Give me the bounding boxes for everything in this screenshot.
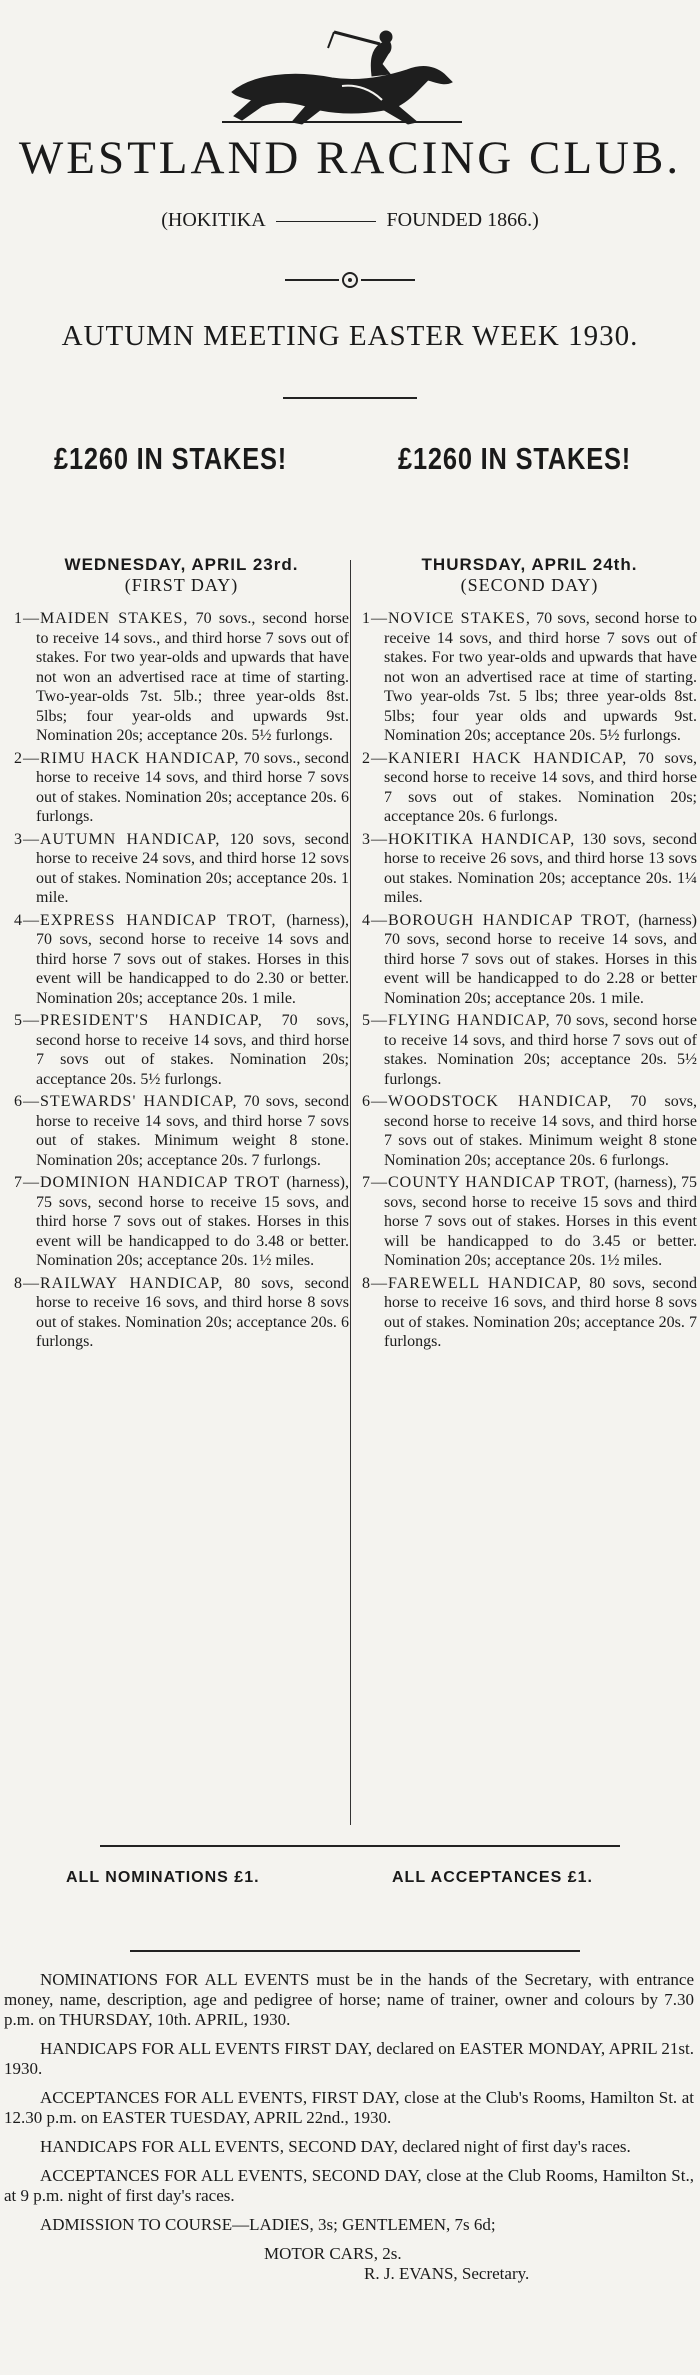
first-day-date: WEDNESDAY, APRIL 23rd. <box>64 555 299 574</box>
dash-line <box>276 221 376 222</box>
race-title: 2—KANIERI HACK HANDICAP, <box>362 749 628 767</box>
race-conditions: 120 sovs, second horse to receive 24 sovs, and third horse 12 sovs out of stakes. Nomination 20s; acceptance 20s. 1 mile. <box>36 830 349 906</box>
notice-acceptances-second-day: ACCEPTANCES FOR ALL EVENTS, SECOND DAY, close at the Club Rooms, Hamilton St., at 9 p.m. night of first day's races. <box>4 2166 694 2205</box>
race-title: 3—AUTUMN HANDICAP, <box>14 830 221 848</box>
race-title: 1—MAIDEN STAKES, <box>14 610 189 627</box>
race-conditions: 70 sovs., second horse to receive 14 sovs, and third horse 7 sovs out of stakes. Nomination 20s; acceptance 20s. 6 furlongs. <box>36 749 349 825</box>
stakes-right: £1260 IN STAKES! <box>398 441 632 476</box>
race-title: 8—RAILWAY HANDICAP, <box>14 1274 224 1292</box>
race-conditions: 70 sovs, second horse to receive 14 sovs, and third horse 7 sovs out of stakes. Nomination 20s; acceptance 20s. 5½ furlongs. <box>36 1012 350 1088</box>
admission-prices: ADMISSION TO COURSE—LADIES, 3s; GENTLEMEN, 7s 6d; <box>40 2215 496 2234</box>
first-day-label: (FIRST DAY) <box>124 575 239 595</box>
race-entry <box>14 911 349 1009</box>
divider-rule <box>283 397 417 399</box>
acceptances-total: ALL ACCEPTANCES £1. <box>392 1869 593 1886</box>
first-day-column <box>14 555 349 1355</box>
race-entry <box>362 1011 697 1089</box>
first-day-races <box>14 609 349 1352</box>
race-entry <box>14 749 349 827</box>
race-title: 8—FAREWELL HANDICAP, <box>362 1274 582 1292</box>
notice-acceptances-first-day: ACCEPTANCES FOR ALL EVENTS, FIRST DAY, close at the Club's Rooms, Hamilton St. at 12.30 p.m. on EASTER TUESDAY, APRIL 22nd., 1930. <box>4 2088 694 2127</box>
secretary-name: R. J. EVANS, Secretary. <box>364 2264 530 2283</box>
section-rule-lower <box>130 1950 580 1952</box>
race-entry <box>362 1173 697 1271</box>
race-entry <box>362 609 697 746</box>
race-conditions: 70 sovs, second horse to receive 14 sovs, and third horse 7 sovs out of stakes. For two year-olds and upwards that have not won an advertised race at time of starting. Two year-olds 7st. 5 lbs; three year-olds 8st. 5lbs; four year olds and upwards 9st. Nomination 20s; acceptance 20s. 5½ furlongs. <box>384 610 697 744</box>
race-entry <box>362 1274 697 1352</box>
race-conditions: 70 sovs, second horse to receive 14 sovs, and third horse 7 sovs out of stakes. Nomination 20s; acceptance 20s. 5½ furlongs. <box>384 1012 697 1088</box>
club-name: WESTLAND RACING CLUB. <box>18 132 682 184</box>
race-conditions: 70 sovs, second horse to receive 14 sovs, and third horse 7 sovs out of stakes. Nomination 20s; acceptance 20s. 6 furlongs. <box>384 749 698 825</box>
race-conditions: (harness), 75 sovs, second horse to receive 15 sovs and third horse 7 sovs out of stakes. Horses in this event will be handicapped to do 3.45 or better. Nomination 20s; acceptance 20s. 1½ miles. <box>384 1174 697 1269</box>
column-divider <box>350 560 351 1825</box>
section-rule <box>100 1845 620 1847</box>
secretary-line <box>4 2264 694 2284</box>
second-day-column <box>362 555 697 1355</box>
race-entry <box>14 1011 349 1089</box>
race-entry <box>362 830 697 908</box>
second-day-races <box>362 609 697 1352</box>
race-entry <box>362 1092 697 1170</box>
race-title: 6—WOODSTOCK HANDICAP, <box>362 1093 613 1110</box>
signature-line <box>4 2244 694 2264</box>
motor-cars-price: MOTOR CARS, 2s. <box>264 2244 402 2263</box>
ornament-divider <box>285 265 415 295</box>
location-text: (HOKITIKA <box>161 209 265 231</box>
stakes-left: £1260 IN STAKES! <box>54 441 288 476</box>
race-conditions: (harness), 75 sovs, second horse to receive 15 sovs, and third horse 7 sovs out of stakes. Horses in this event will be handicapped to do 3.48 or better. Nomination 20s; acceptance 20s. 1½ miles. <box>36 1174 349 1269</box>
race-entry <box>362 749 697 827</box>
race-entry <box>14 1092 349 1170</box>
race-title: 7—COUNTY HANDICAP TROT, <box>362 1174 610 1191</box>
race-conditions: 70 sovs, second horse to receive 14 sovs, and third horse 7 sovs out of stakes. Minimum weight 8 stone. Nomination 20s; acceptance 20s. 7 furlongs. <box>36 1093 349 1169</box>
race-conditions: 70 sovs., second horse to receive 14 sovs., and third horse 7 sovs out of stakes. For two year-olds and upwards that have not won an advertised race at time of starting. Two-year-olds 7st. 5lb.; three year-olds 8st. 5lbs; four year-olds and upwards 9st. Nomination 20s; acceptance 20s. 5½ furlongs. <box>36 610 349 744</box>
race-title: 7—DOMINION HANDICAP TROT <box>14 1174 281 1191</box>
second-day-heading <box>362 555 697 595</box>
race-title: 2—RIMU HACK HANDICAP, <box>14 749 240 767</box>
race-conditions: (harness) 70 sovs, second horse to receive 14 sovs, and third horse 7 sovs out of stakes. Horses in this event will be handicapped to do 2.28 or better Nomination 20s; acceptance 20s. 1 mile. <box>384 911 697 1007</box>
notice-handicaps-first-day: HANDICAPS FOR ALL EVENTS FIRST DAY, declared on EASTER MONDAY, APRIL 21st. 1930. <box>4 2039 694 2078</box>
race-entry <box>14 830 349 908</box>
notice-handicaps-second-day: HANDICAPS FOR ALL EVENTS, SECOND DAY, declared night of first day's races. <box>40 2137 631 2156</box>
first-day-heading <box>14 555 349 595</box>
race-conditions: 80 sovs, second horse to receive 16 sovs, and third horse 8 sovs out of stakes. Nomination 20s; acceptance 20s. 6 furlongs. <box>36 1274 349 1350</box>
racehorse-jockey-logo <box>222 30 462 125</box>
race-conditions: 80 sovs, second horse to receive 16 sovs, and third horse 8 sovs out of stakes. Nomination 20s; acceptance 20s. 7 furlongs. <box>384 1274 697 1350</box>
race-conditions: 130 sovs, second horse to receive 26 sovs, and third horse 13 sovs out stakes. Nomination 20s; acceptance 20s. 1¼ miles. <box>384 830 698 906</box>
race-title: 4—BOROUGH HANDICAP TROT, <box>362 911 631 929</box>
race-title: 3—HOKITIKA HANDICAP, <box>362 830 576 848</box>
founded-text: FOUNDED 1866.) <box>386 209 539 231</box>
founded-line <box>0 208 700 232</box>
race-entry <box>362 911 697 1009</box>
second-day-label: (SECOND DAY) <box>460 575 599 595</box>
notice-nominations: NOMINATIONS FOR ALL EVENTS must be in the hands of the Secretary, with entrance money, name, description, age and pedigree of horse; name of trainer, owner and colours by 7.30 p.m. on THURSDAY, 10th. APRIL, 1930. <box>4 1970 694 2029</box>
race-entry <box>14 1173 349 1271</box>
race-title: 5—PRESIDENT'S HANDICAP, <box>14 1012 263 1029</box>
race-conditions: (harness), 70 sovs, second horse to receive 14 sovs and third horse 7 sovs out of stakes. Horses in this event will be handicapped to do 2.30 or better. Nomination 20s; acceptance 20s. 1 mile. <box>36 911 350 1007</box>
meeting-title: AUTUMN MEETING EASTER WEEK 1930. <box>61 320 639 352</box>
race-title: 6—STEWARDS' HANDICAP, <box>14 1093 238 1110</box>
race-title: 5—FLYING HANDICAP, <box>362 1012 551 1029</box>
nominations-total: ALL NOMINATIONS £1. <box>66 1869 260 1886</box>
race-title: 1—NOVICE STAKES, <box>362 610 531 627</box>
race-conditions: 70 sovs, second horse to receive 14 sovs, and third horse 7 sovs out of stakes. Minimum weight 8 stone Nomination 20s; acceptance 20s. 6 furlongs. <box>384 1093 698 1169</box>
race-entry <box>14 609 349 746</box>
race-title: 4—EXPRESS HANDICAP TROT, <box>14 911 277 929</box>
notices-section <box>4 1970 694 2284</box>
race-entry <box>14 1274 349 1352</box>
second-day-date: THURSDAY, APRIL 24th. <box>421 555 638 574</box>
